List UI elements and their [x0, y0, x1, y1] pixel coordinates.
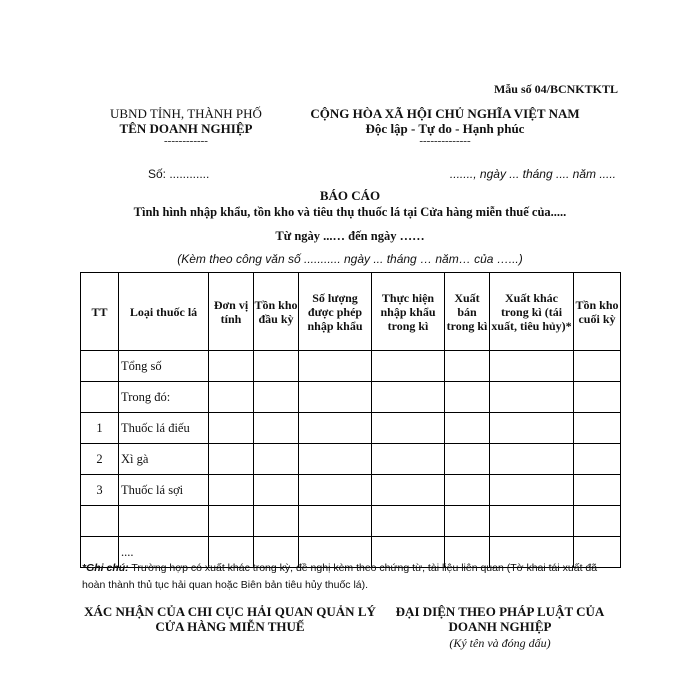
table-row	[81, 382, 621, 413]
col-header-opening-stock: Tồn kho đầu kỳ	[254, 273, 299, 351]
row-tobacco-type: Trong đó:	[119, 382, 209, 413]
row-tt: 1	[81, 413, 119, 444]
table-cell	[574, 382, 621, 413]
table-cell	[490, 413, 574, 444]
report-subtitle: Tình hình nhập khẩu, tồn kho và tiêu thụ thuốc lá tại Cửa hàng miễn thuế của.....	[133, 205, 567, 219]
footnote	[82, 560, 622, 594]
table-cell	[299, 475, 372, 506]
table-row	[81, 506, 621, 537]
table-header-row	[81, 273, 621, 351]
signature-legal-representative: ĐẠI DIỆN THEO PHÁP LUẬT CỦA DOANH NGHIỆP	[395, 604, 605, 634]
table-cell	[254, 413, 299, 444]
right-header	[300, 106, 590, 146]
col-header-allowed-import: Số lượng được phép nhập khẩu	[299, 273, 372, 351]
right-divider: --------------	[419, 135, 471, 147]
row-tobacco-type	[119, 506, 209, 537]
table-cell	[372, 382, 445, 413]
nation-motto: Độc lập - Tự do - Hạnh phúc	[365, 121, 525, 136]
table-cell	[209, 506, 254, 537]
left-header	[86, 106, 286, 146]
col-header-tobacco-type: Loại thuốc lá	[119, 273, 209, 351]
company-name: TÊN DOANH NGHIỆP	[119, 121, 253, 136]
table-cell	[299, 413, 372, 444]
row-tt	[81, 506, 119, 537]
report-title: BÁO CÁO	[319, 188, 381, 203]
document-number: Số: ............	[148, 167, 210, 181]
row-tobacco-type: Xì gà	[119, 444, 209, 475]
table-cell	[254, 351, 299, 382]
row-tt: 3	[81, 475, 119, 506]
table-cell	[209, 475, 254, 506]
report-attachment-note: (Kèm theo công văn số ........... ngày ... tháng … năm… của …...)	[177, 252, 523, 266]
table-row	[81, 413, 621, 444]
col-header-tt: TT	[81, 273, 119, 351]
signature-instruction: (Ký tên và đóng dấu)	[449, 636, 551, 650]
table-cell	[574, 475, 621, 506]
row-tobacco-type: ....	[119, 537, 209, 568]
table-cell	[445, 506, 490, 537]
signature-customs: XÁC NHẬN CỦA CHI CỤC HẢI QUAN QUẢN LÝ CỬA HÀNG MIỄN THUẾ	[84, 604, 376, 634]
table-cell	[299, 351, 372, 382]
table-cell	[299, 506, 372, 537]
table-cell	[490, 351, 574, 382]
form-number: Mẫu số 04/BCNKTKTL	[493, 82, 618, 96]
footnote-text: Trường hợp có xuất khác trong kỳ, đề nghị kèm theo chứng từ, tài liệu liên quan (Tờ khai tái xuất đã hoàn thành thủ tục hải quan hoặc Biên bản tiêu hủy thuốc lá).	[82, 562, 598, 591]
table-cell	[574, 506, 621, 537]
table-cell	[445, 382, 490, 413]
table-cell	[209, 444, 254, 475]
col-header-closing-stock: Tồn kho cuối kỳ	[574, 273, 621, 351]
col-header-actual-import: Thực hiện nhập khẩu trong kì	[372, 273, 445, 351]
row-tt	[81, 351, 119, 382]
col-header-other-export: Xuất khác trong kì (tái xuất, tiêu hủy)*	[490, 273, 574, 351]
table-cell	[299, 382, 372, 413]
table-cell	[299, 444, 372, 475]
table-cell	[372, 444, 445, 475]
table-cell	[372, 475, 445, 506]
report-table	[80, 272, 621, 568]
row-tobacco-type: Thuốc lá điếu	[119, 413, 209, 444]
row-tt	[81, 382, 119, 413]
table-cell	[254, 382, 299, 413]
table-cell	[445, 444, 490, 475]
row-tobacco-type: Thuốc lá sợi	[119, 475, 209, 506]
table-cell	[372, 506, 445, 537]
table-cell	[490, 506, 574, 537]
col-header-sales: Xuất bán trong kì	[445, 273, 490, 351]
nation-title: CỘNG HÒA XÃ HỘI CHỦ NGHĨA VIỆT NAM	[310, 106, 580, 121]
row-tobacco-type: Tổng số	[119, 351, 209, 382]
row-tt: 2	[81, 444, 119, 475]
footnote-label: *Ghi chú:	[82, 562, 129, 574]
table-cell	[445, 475, 490, 506]
table-cell	[490, 444, 574, 475]
table-cell	[209, 413, 254, 444]
report-date-range: Từ ngày ...… đến ngày ……	[275, 229, 425, 243]
table-cell	[445, 351, 490, 382]
left-divider: ------------	[164, 135, 208, 147]
table-cell	[254, 444, 299, 475]
table-cell	[574, 351, 621, 382]
table-cell	[445, 413, 490, 444]
table-cell	[490, 475, 574, 506]
table-cell	[372, 351, 445, 382]
table-row	[81, 475, 621, 506]
col-header-unit: Đơn vị tính	[209, 273, 254, 351]
table-row	[81, 444, 621, 475]
authority-name: UBND TỈNH, THÀNH PHỐ	[110, 106, 262, 121]
table-cell	[209, 351, 254, 382]
table-cell	[254, 475, 299, 506]
table-cell	[574, 444, 621, 475]
table-cell	[490, 382, 574, 413]
table-cell	[209, 382, 254, 413]
document-date: ......., ngày ... tháng .... năm .....	[449, 167, 616, 181]
table-cell	[574, 413, 621, 444]
table-cell	[254, 506, 299, 537]
table-row	[81, 351, 621, 382]
table-cell	[372, 413, 445, 444]
